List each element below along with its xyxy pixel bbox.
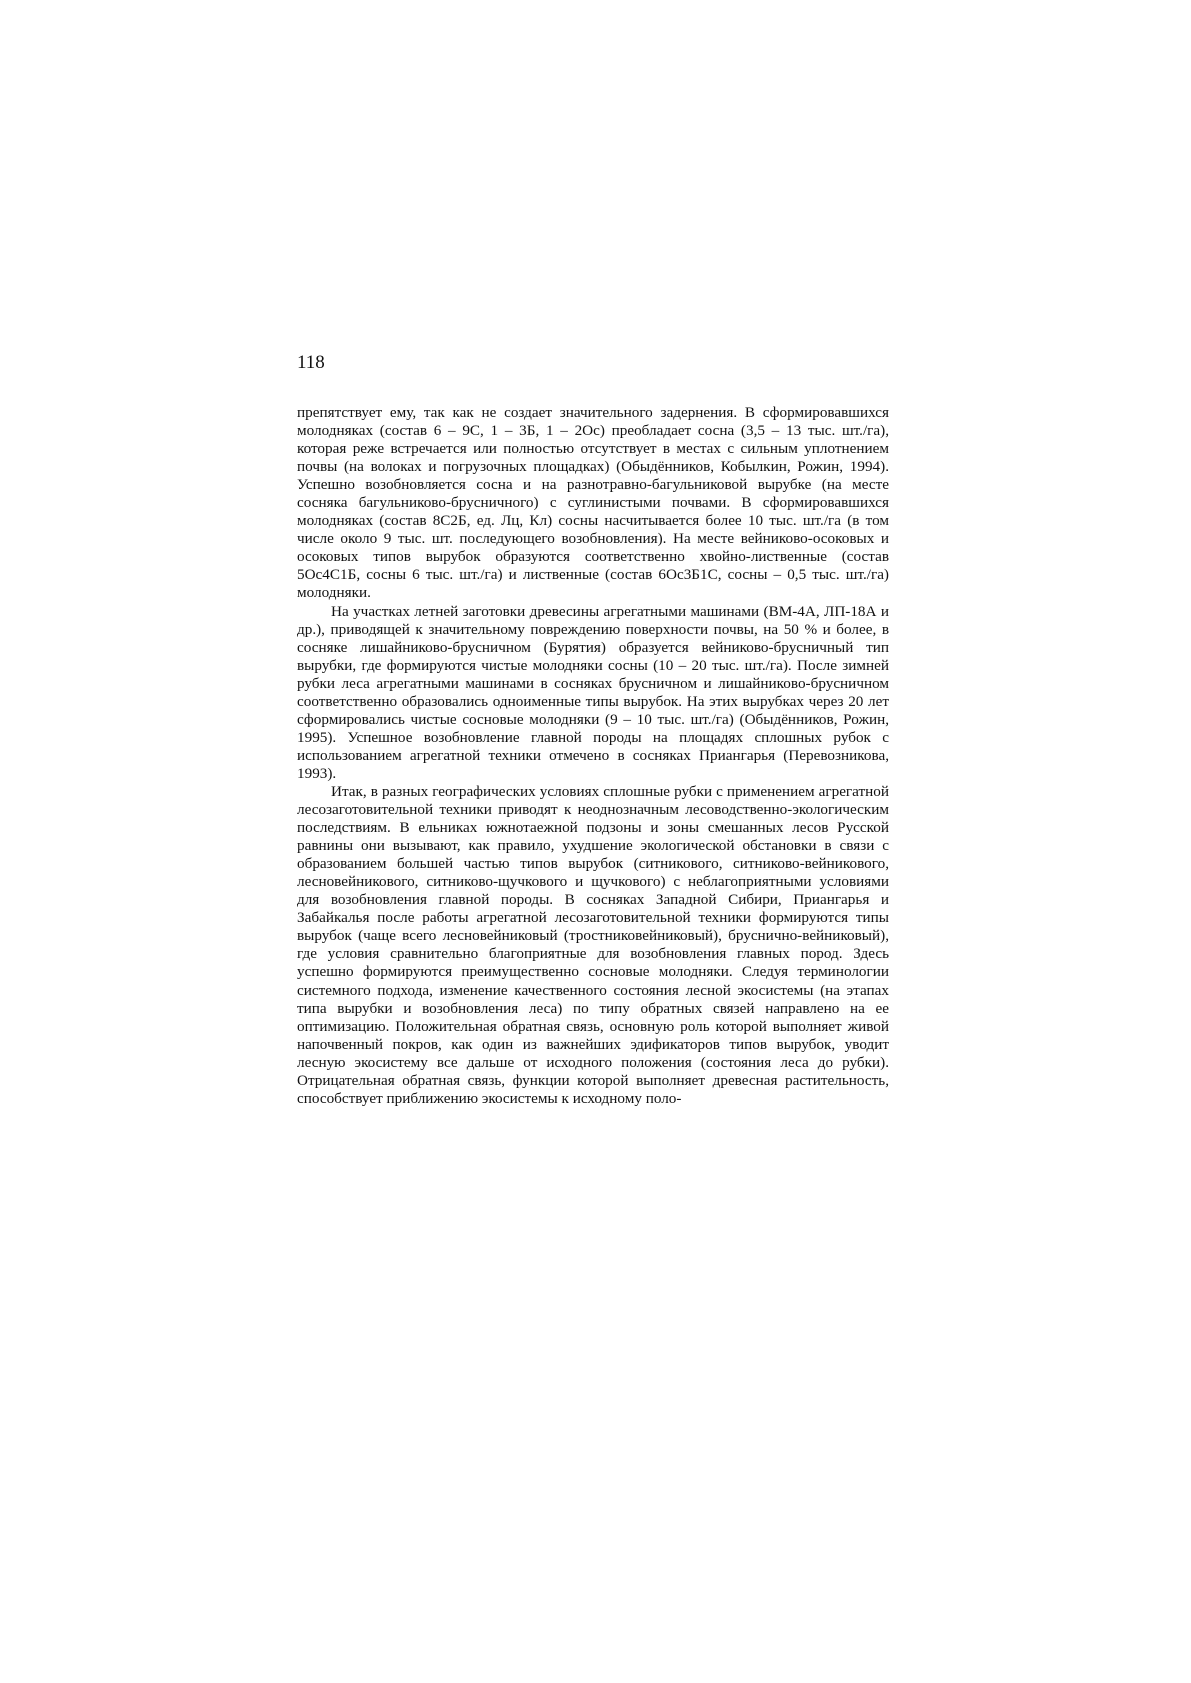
paragraph-1: препятствует ему, так как не создает значительного задернения. В сформировавшихся молодняках (состав 6 – 9С, 1 – 3Б, 1 – 2Ос) преобладает сосна (3,5 – 13 тыс. шт./га), которая реже встречается или полностью отсутствует в местах с сильным уплотнением почвы (на волоках и погрузочных площадках) (Обыдёнников, Кобылкин, Рожин, 1994). Успешно возобновляется сосна и на разнотравно-багульниковой вырубке (на месте сосняка багульниково-брусничного) с суглинистыми почвами. В сформировавшихся молодняках (состав 8С2Б, ед. Лц, Кл) сосны насчитывается более 10 тыс. шт./га (в том числе около 9 тыс. шт. последующего возобновления). На месте вейниково-осоковых и осоковых типов вырубок образуются соответственно хвойно-лиственные (состав 5Ос4С1Б, сосны 6 тыс. шт./га) и лиственные (состав 6Ос3Б1С, сосны – 0,5 тыс. шт./га) молодняки. bbox=[297, 404, 889, 602]
paragraph-2: На участках летней заготовки древесины агрегатными машинами (ВМ-4А, ЛП-18А и др.), приводящей к значительному повреждению поверхности почвы, на 50 % и более, в сосняке лишайниково-брусничном (Бурятия) образуется вейниково-брусничный тип вырубки, где формируются чистые молодняки сосны (10 – 20 тыс. шт./га). После зимней рубки леса агрегатными машинами в сосняках брусничном и лишайниково-брусничном соответственно образовались одноименные типы вырубок. На этих вырубках через 20 лет сформировались чистые сосновые молодняки (9 – 10 тыс. шт./га) (Обыдёнников, Рожин, 1995). Успешное возобновление главной породы на площадях сплошных рубок с использованием агрегатной техники отмечено в сосняках Приангарья (Перевозникова, 1993). bbox=[297, 602, 889, 782]
body-text bbox=[297, 404, 889, 1108]
paragraph-3: Итак, в разных географических условиях сплошные рубки с применением агрегатной лесозаготовительной техники приводят к неоднозначным лесоводственно-экологическим последствиям. В ельниках южнотаежной подзоны и зоны смешанных лесов Русской равнины они вызывают, как правило, ухудшение экологической обстановки в связи с образованием большей частью типов вырубок (ситникового, ситниково-вейникового, лесновейникового, ситниково-щучкового и щучкового) с неблагоприятными условиями для возобновления главной породы. В сосняках Западной Сибири, Приангарья и Забайкалья после работы агрегатной лесозаготовительной техники формируются типы вырубок (чаще всего лесновейниковый (тростниковейниковый), бруснично-вейниковый), где условия сравнительно благоприятные для возобновления главных пород. Здесь успешно формируются преимущественно сосновые молодняки. Следуя терминологии системного подхода, изменение качественного состояния лесной экосистемы (на этапах типа вырубки и возобновления леса) по типу обратных связей направлено на ее оптимизацию. Положительная обратная связь, основную роль которой выполняет живой напочвенный покров, как один из важнейших эдификаторов типов вырубок, уводит лесную экосистему все дальше от исходного положения (состояния леса до рубки). Отрицательная обратная связь, функции которой выполняет древесная растительность, способствует приближению экосистемы к исходному поло- bbox=[297, 782, 889, 1107]
page-number: 118 bbox=[297, 352, 325, 373]
